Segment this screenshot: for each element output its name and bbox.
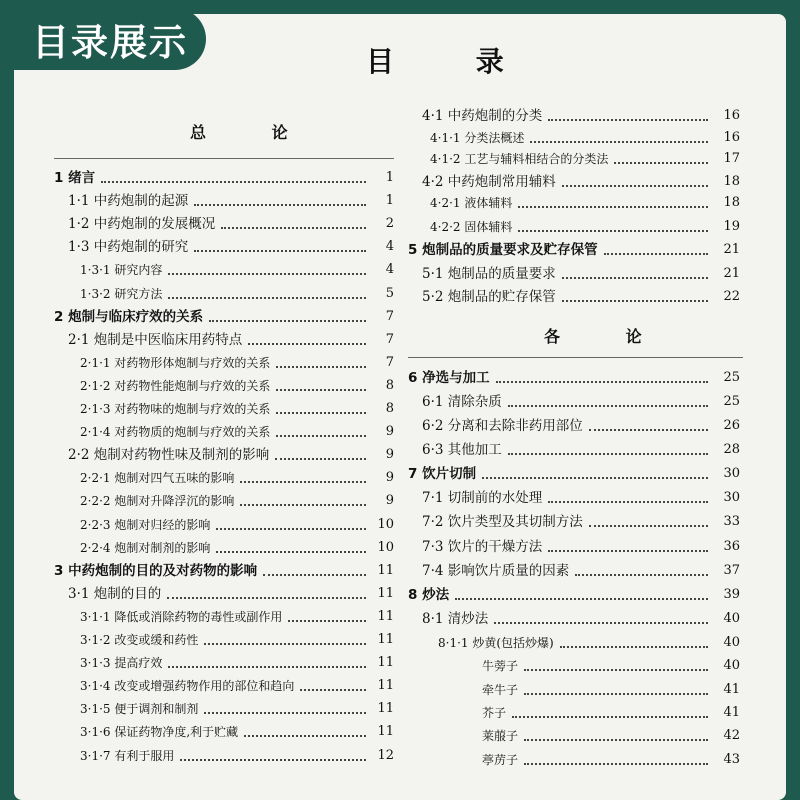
toc-entry-title: 2·1·4 对药物质的炮制与疗效的关系	[80, 425, 271, 440]
toc-entry-page: 18	[723, 195, 740, 210]
toc-entry-title: 8·1·1 炒黄(包括炒爆)	[438, 636, 554, 650]
dot-leader	[288, 620, 366, 622]
dot-leader	[204, 643, 366, 645]
toc-entry	[80, 722, 394, 742]
toc-entry-page: 40	[723, 635, 740, 650]
toc-entry-title: 3·1·1 降低或消除药物的毒性或副作用	[80, 609, 283, 624]
toc-entry-page: 11	[377, 678, 394, 694]
dot-leader	[300, 689, 366, 691]
dot-leader	[101, 181, 366, 183]
toc-entry-page: 12	[377, 747, 394, 763]
dot-leader	[240, 481, 366, 483]
toc-entry	[482, 656, 740, 676]
dot-leader	[560, 646, 708, 648]
toc-entry-title: 4·1·2 工艺与辅料相结合的分类法	[430, 152, 609, 166]
dot-leader	[524, 739, 708, 741]
toc-entry-page: 40	[723, 611, 740, 626]
toc-entry-page: 22	[723, 289, 740, 304]
badge-label: 目录展示	[32, 21, 188, 64]
toc-entry	[80, 676, 394, 696]
toc-entry	[422, 512, 740, 532]
toc-entry	[68, 191, 394, 211]
toc-entry	[80, 607, 394, 627]
toc-entry-page: 8	[385, 377, 394, 393]
toc-entry-page: 9	[385, 493, 394, 509]
page-scan	[14, 14, 786, 800]
toc-entry-title: 6·1 清除杂质	[422, 394, 502, 410]
toc-entry-title: 牵牛子	[482, 683, 519, 697]
toc-entry-title: 3·1·2 改变或缓和药性	[80, 633, 199, 647]
toc-entry	[422, 264, 740, 284]
toc-entry-page: 16	[723, 130, 740, 145]
dot-leader	[216, 551, 366, 553]
dot-leader	[482, 477, 708, 479]
dot-leader	[530, 141, 708, 143]
toc-entry	[68, 445, 394, 465]
toc-entry	[422, 488, 740, 508]
toc-entry	[422, 287, 740, 307]
dot-leader	[275, 458, 366, 460]
toc-entry-title: 5·1 炮制品的质量要求	[422, 266, 556, 282]
toc-entry-page: 21	[723, 266, 740, 281]
toc-entry	[68, 237, 394, 257]
dot-leader	[508, 453, 708, 455]
toc-entry-page: 39	[723, 587, 740, 602]
toc-entry	[80, 538, 394, 558]
toc-entry-page: 36	[723, 539, 740, 554]
toc-entry-title: 1 绪言	[54, 170, 96, 186]
toc-entry-title: 莱菔子	[482, 729, 519, 743]
toc-entry-title: 葶苈子	[482, 753, 519, 767]
dot-leader	[562, 277, 708, 279]
toc-entry-title: 7·3 饮片的干燥方法	[422, 539, 543, 555]
toc-entry	[430, 128, 740, 148]
toc-entry	[482, 726, 740, 746]
toc-entry-title: 2 炮制与临床疗效的关系	[54, 308, 204, 325]
toc-entry-page: 40	[723, 658, 740, 673]
toc-entry	[438, 633, 740, 653]
toc-entry	[422, 106, 740, 126]
dot-leader	[575, 574, 708, 576]
toc-entry	[422, 172, 740, 192]
toc-entry	[430, 193, 740, 213]
toc-entry-page: 30	[723, 466, 740, 481]
dot-leader	[548, 501, 708, 503]
toc-entry-title: 3·1·6 保证药物净度,利于贮藏	[80, 725, 239, 740]
toc-entry-title: 3·1 炮制的目的	[68, 585, 162, 602]
dot-leader	[276, 435, 366, 437]
toc-entry	[430, 217, 740, 237]
toc-entry	[80, 468, 394, 488]
toc-entry	[68, 584, 394, 604]
toc-entry-title: 2·1 炮制是中医临床用药特点	[68, 331, 243, 348]
dot-leader	[524, 763, 708, 765]
toc-entry-page: 7	[385, 308, 394, 324]
toc-entry-page: 7	[385, 331, 394, 347]
toc-entry-title: 8·1 清炒法	[422, 611, 489, 627]
dot-leader	[548, 550, 708, 552]
toc-entry-title: 7·4 影响饮片质量的因素	[422, 563, 570, 579]
dot-leader	[496, 381, 708, 383]
toc-entry-title: 1·3·1 研究内容	[80, 263, 163, 278]
toc-entry-title: 5 炮制品的质量要求及贮存保管	[408, 242, 598, 258]
toc-entry-title: 1·2 中药炮制的发展概况	[68, 216, 216, 233]
section-heading-specific: 各 论	[544, 327, 672, 346]
dot-leader	[263, 574, 366, 576]
toc-entry-title: 3·1·3 提高疗效	[80, 656, 163, 671]
dot-leader	[518, 230, 708, 232]
toc-entry	[408, 368, 740, 388]
toc-entry-page: 11	[377, 701, 394, 717]
dot-leader	[494, 622, 708, 624]
toc-entry	[422, 392, 740, 412]
toc-entry	[80, 260, 394, 280]
dot-leader	[276, 389, 366, 391]
dot-leader	[248, 343, 366, 345]
toc-entry	[80, 491, 394, 511]
toc-entry	[68, 330, 394, 350]
toc-entry	[80, 284, 394, 304]
toc-entry	[408, 240, 740, 260]
dot-leader	[589, 429, 708, 431]
toc-entry-page: 5	[385, 285, 394, 301]
toc-entry-title: 4·2·1 液体辅料	[430, 196, 513, 210]
toc-entry-title: 1·3·2 研究方法	[80, 286, 163, 301]
toc-entry	[422, 609, 740, 629]
toc-entry	[422, 537, 740, 557]
toc-entry-title: 2·2·3 炮制对归经的影响	[80, 517, 211, 532]
toc-entry	[80, 353, 394, 373]
toc-entry-page: 2	[385, 216, 394, 232]
toc-entry-title: 6·3 其他加工	[422, 442, 502, 458]
toc-entry-page: 9	[385, 447, 394, 463]
toc-entry	[80, 630, 394, 650]
dot-leader	[167, 597, 366, 599]
heading-rule	[54, 158, 394, 159]
toc-entry-page: 33	[723, 514, 740, 529]
dot-leader	[168, 297, 366, 299]
toc-entry-title: 2·2 炮制对药物性味及制剂的影响	[68, 447, 270, 464]
toc-entry	[422, 416, 740, 436]
toc-entry-title: 2·1·3 对药物味的炮制与疗效的关系	[80, 402, 271, 416]
dot-leader	[276, 412, 366, 414]
toc-entry-page: 41	[723, 682, 740, 697]
toc-entry-title: 4·2 中药炮制常用辅料	[422, 174, 556, 190]
dot-leader	[548, 119, 708, 121]
toc-entry-page: 9	[385, 470, 394, 486]
toc-entry-title: 3·1·4 改变或增强药物作用的部位和趋向	[80, 679, 295, 694]
toc-entry-page: 17	[723, 151, 740, 166]
toc-entry	[80, 746, 394, 766]
dot-leader	[216, 528, 366, 530]
dot-leader	[455, 598, 708, 600]
toc-entry-title: 4·2·2 固体辅料	[430, 220, 513, 234]
toc-entry-page: 16	[723, 108, 740, 123]
toc-entry-title: 2·1·2 对药物性能炮制与疗效的关系	[80, 378, 271, 393]
toc-entry-page: 11	[377, 585, 394, 601]
dot-leader	[204, 712, 366, 714]
toc-entry-page: 9	[385, 424, 394, 440]
toc-entry-title: 7·1 切制前的水处理	[422, 490, 543, 506]
toc-entry	[80, 699, 394, 719]
toc-entry	[80, 422, 394, 442]
dot-leader	[221, 227, 366, 229]
toc-entry	[80, 515, 394, 535]
toc-entry-page: 28	[723, 442, 740, 457]
toc-entry-title: 1·3 中药炮制的研究	[68, 239, 189, 256]
toc-entry-title: 3·1·7 有利于服用	[80, 748, 175, 763]
toc-entry-title: 3·1·5 便于调剂和制剂	[80, 702, 199, 717]
page-title: 目 录	[366, 45, 540, 78]
dot-leader	[194, 250, 366, 252]
toc-entry-title: 7·2 饮片类型及其切制方法	[422, 514, 583, 530]
toc-entry-title: 5·2 炮制品的贮存保管	[422, 289, 556, 305]
toc-entry-page: 4	[385, 239, 394, 255]
toc-entry-page: 43	[723, 752, 740, 767]
toc-entry-page: 8	[385, 401, 394, 416]
dot-leader	[276, 366, 366, 368]
dot-leader	[508, 405, 708, 407]
dot-leader	[240, 504, 366, 506]
toc-entry-title: 6·2 分离和去除非药用部位	[422, 418, 583, 434]
toc-entry-page: 4	[385, 262, 394, 278]
dot-leader	[180, 759, 366, 761]
dot-leader	[512, 716, 708, 718]
toc-entry-title: 8 炒法	[408, 587, 450, 603]
dot-leader	[194, 204, 366, 206]
toc-entry	[482, 680, 740, 700]
toc-entry-title: 牛蒡子	[482, 659, 519, 673]
toc-entry	[80, 376, 394, 396]
toc-entry-page: 18	[723, 174, 740, 189]
toc-entry	[54, 307, 394, 327]
toc-entry	[482, 750, 740, 770]
dot-leader	[168, 666, 366, 668]
toc-entry	[80, 399, 394, 419]
toc-entry-page: 7	[385, 354, 394, 370]
dot-leader	[604, 253, 708, 255]
toc-entry	[54, 168, 394, 188]
dot-leader	[562, 185, 708, 187]
catalog-badge	[14, 8, 206, 70]
toc-entry-title: 6 净选与加工	[408, 370, 490, 386]
toc-entry-page: 1	[385, 193, 394, 209]
toc-entry-page: 11	[377, 632, 394, 647]
toc-entry	[80, 653, 394, 673]
toc-entry-page: 11	[377, 724, 394, 740]
toc-entry	[430, 149, 740, 169]
dot-leader	[524, 669, 708, 671]
toc-entry-title: 4·1 中药炮制的分类	[422, 108, 543, 124]
toc-entry-title: 4·1·1 分类法概述	[430, 131, 525, 145]
toc-entry-page: 26	[723, 418, 740, 433]
toc-entry-title: 2·2·2 炮制对升降浮沉的影响	[80, 494, 235, 509]
toc-entry	[408, 464, 740, 484]
dot-leader	[524, 693, 708, 695]
dot-leader	[562, 300, 708, 302]
toc-entry-title: 1·1 中药炮制的起源	[68, 193, 189, 210]
section-heading-general: 总 论	[190, 123, 318, 142]
dot-leader	[209, 320, 366, 322]
toc-entry	[422, 561, 740, 581]
toc-entry	[482, 703, 740, 723]
toc-entry-page: 25	[723, 394, 740, 409]
toc-entry-page: 10	[377, 539, 394, 555]
toc-entry-page: 1	[385, 170, 394, 185]
toc-entry-title: 3 中药炮制的目的及对药物的影响	[54, 562, 258, 579]
dot-leader	[589, 525, 708, 527]
toc-entry-title: 芥子	[482, 706, 507, 720]
toc-entry-page: 10	[377, 516, 394, 532]
toc-entry	[68, 214, 394, 234]
heading-rule	[408, 357, 743, 358]
toc-entry-title: 2·2·1 炮制对四气五味的影响	[80, 471, 235, 486]
toc-entry-title: 2·1·1 对药物形体炮制与疗效的关系	[80, 355, 271, 370]
toc-entry-page: 42	[723, 728, 740, 743]
dot-leader	[244, 735, 366, 737]
toc-entry-title: 7 饮片切制	[408, 466, 477, 482]
toc-entry-page: 30	[723, 490, 740, 505]
toc-entry-page: 11	[377, 608, 394, 624]
toc-entry	[408, 585, 740, 605]
toc-entry-page: 21	[723, 242, 740, 257]
dot-leader	[518, 206, 708, 208]
toc-entry-page: 19	[723, 219, 740, 234]
dot-leader	[614, 162, 708, 164]
dot-leader	[168, 273, 366, 275]
toc-entry-page: 41	[723, 705, 740, 720]
toc-entry-page: 11	[377, 655, 394, 671]
toc-entry-page: 11	[377, 562, 394, 578]
toc-entry	[422, 440, 740, 460]
toc-entry-page: 37	[723, 563, 740, 578]
toc-entry-page: 25	[723, 370, 740, 385]
toc-entry	[54, 561, 394, 581]
toc-entry-title: 2·2·4 炮制对制剂的影响	[80, 540, 211, 555]
